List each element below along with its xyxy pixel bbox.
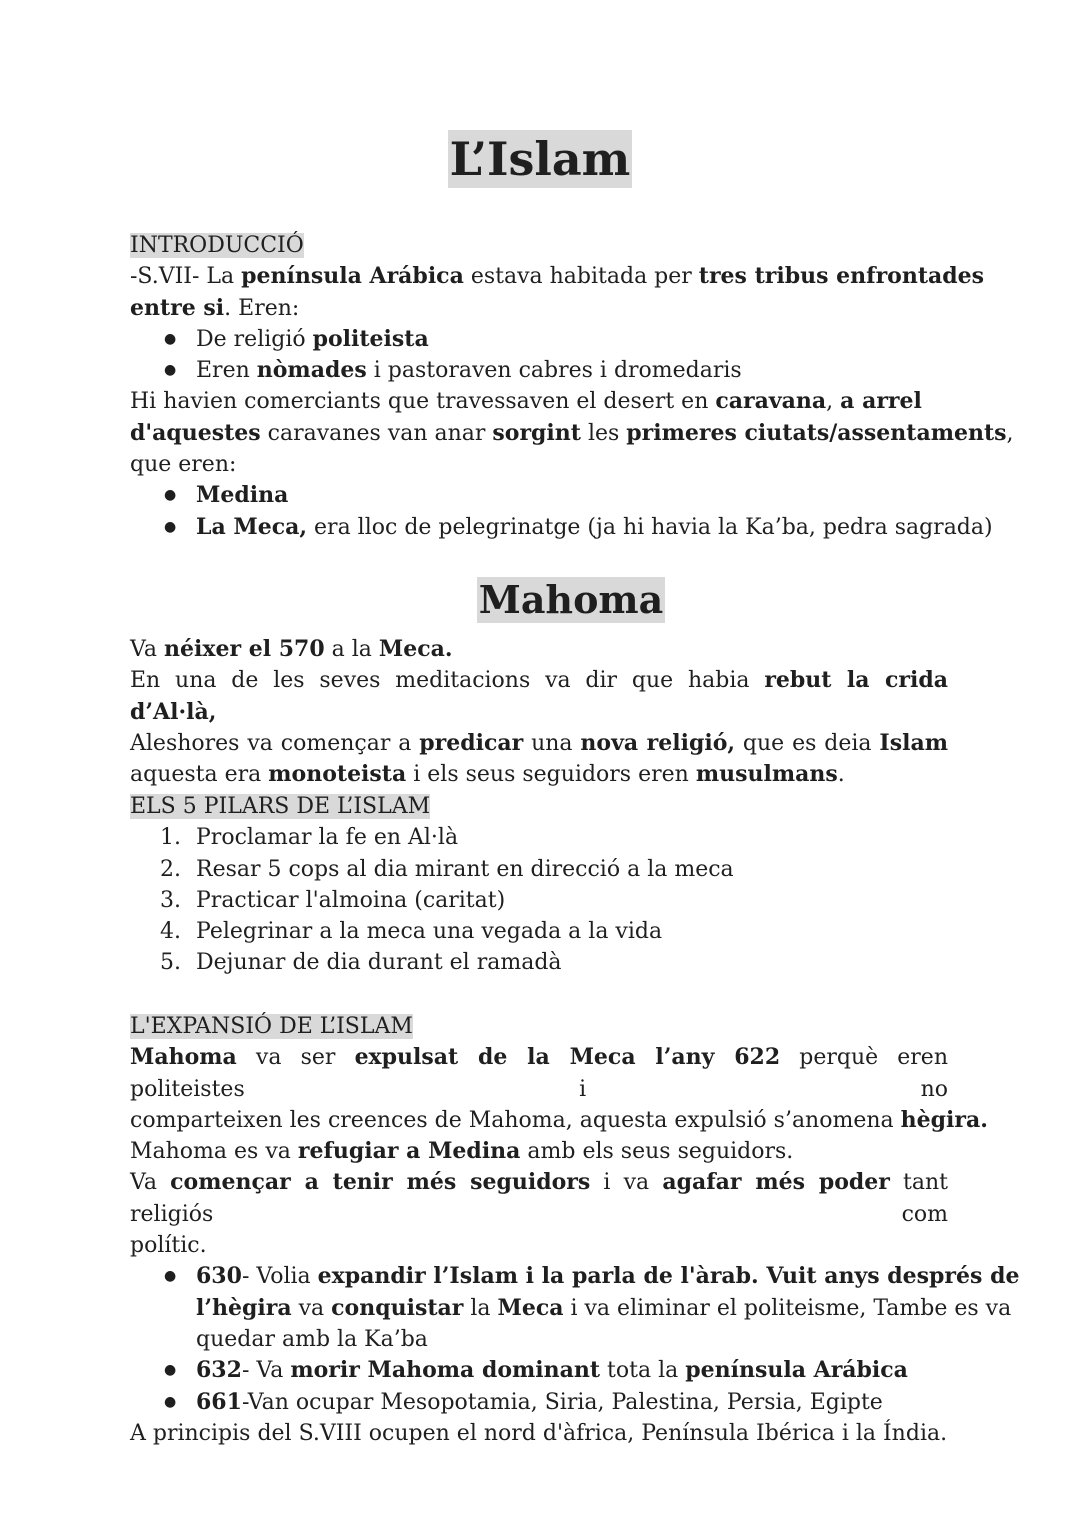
list-item: ● 632- Va morir Mahoma dominant tota la península Arábica <box>130 1355 948 1386</box>
list-item: 4. Pelegrinar a la meca una vegada a la vida <box>160 919 663 945</box>
pilars-section <box>130 791 948 979</box>
bullet-icon: ● <box>164 1268 177 1285</box>
expansio-heading: L'EXPANSIÓ DE L’ISLAM <box>130 1014 413 1039</box>
pilars-heading: ELS 5 PILARS DE L’ISLAM <box>130 794 431 819</box>
section-title-mahoma: Mahoma <box>478 577 664 622</box>
list-item: ● De religió politeista <box>130 324 948 355</box>
bullet-icon: ● <box>164 362 177 379</box>
intro-heading: INTRODUCCIÓ <box>130 233 304 258</box>
bullet-icon: ● <box>164 330 177 347</box>
bullet-icon: ● <box>164 487 177 504</box>
list-item: 5. Dejunar de dia durant el ramadà <box>160 950 562 976</box>
list-item: 3. Practicar l'almoina (caritat) <box>160 887 506 913</box>
list-item: ● La Meca, era lloc de pelegrinatge (ja hi havia la Ka’ba, pedra sagrada) <box>130 512 948 543</box>
bullet-icon: ● <box>164 518 177 535</box>
intro-paragraph-1: -S.VII- La península Arábica estava habitada per tres tribus enfrontades <box>130 263 985 290</box>
title-text: L’Islam <box>449 132 631 186</box>
list-item: ● 661-Van ocupar Mesopotamia, Siria, Palestina, Persia, Egipte <box>130 1387 948 1418</box>
bullet-icon: ● <box>164 1362 177 1379</box>
intro-paragraph-2: Hi havien comerciants que travessaven el desert en caravana, a arrel <box>130 388 922 415</box>
list-item: 1. Proclamar la fe en Al·là <box>160 825 459 851</box>
list-item: ● 630- Volia expandir l’Islam i la parla de l'àrab. Vuit anys després de l’hègira va conquistar la Meca i va eliminar el politeisme, Tambe es va quedar amb la Ka’ba <box>164 1263 1020 1352</box>
intro-section: INTRODUCCIÓ -S.VII- La península Arábica estava habitada per tres tribus enfrontades entre si. Eren: ● De religió politeista ● Eren nòmades i pastoraven cabres i dromedaris Hi havien comerciants que travessaven el desert en caravana, a arrel d'aquestes caravanes van anar sorgint les primeres ciutats/assentaments, que eren: ● Medina ● La Meca, era lloc de pelegrinatge (ja hi havia la Ka’ba, pedra sagrada) <box>130 230 948 543</box>
expansio-section: L'EXPANSIÓ DE L’ISLAM Mahoma va ser expulsat de la Meca l’any 622 perquè eren politeistes i no comparteixen les creences de Mahoma, aquesta expulsió s’anomena hègira. Mahoma es va refugiar a Medina amb els seus seguidors. Va començar a tenir més seguidors i va agafar més poder tant religiós com polític. ● 630- Volia expandir l’Islam i la parla de l'àrab. Vuit anys després de l’hègira va conquistar la Meca i va eliminar el politeisme, Tambe es va quedar amb la Ka’ba ● 632- Va morir Mahoma dominant tota la península Arábica ● 661-Van ocupar Mesopotamia, Siria, Palestina, Persia, Egipte A principis del S.VIII ocupen el nord d'àfrica, Península Ibérica i la Índia. <box>130 1014 1020 1446</box>
mahoma-section: Va néixer el 570 a la Meca. En una de les seves meditacions va dir que habia rebut la crida d’Al·là, Aleshores va començar a predicar una nova religió, que es deia Islam aquesta era monoteista i els seus seguidors eren musulmans. <box>130 636 948 788</box>
list-item: ● Eren nòmades i pastoraven cabres i dromedaris <box>130 355 948 386</box>
list-item: ● Medina <box>130 480 948 511</box>
page-title <box>0 130 1080 188</box>
bullet-icon: ● <box>164 1393 177 1410</box>
list-item: 2. Resar 5 cops al dia mirant en direcció a la meca <box>160 856 734 882</box>
